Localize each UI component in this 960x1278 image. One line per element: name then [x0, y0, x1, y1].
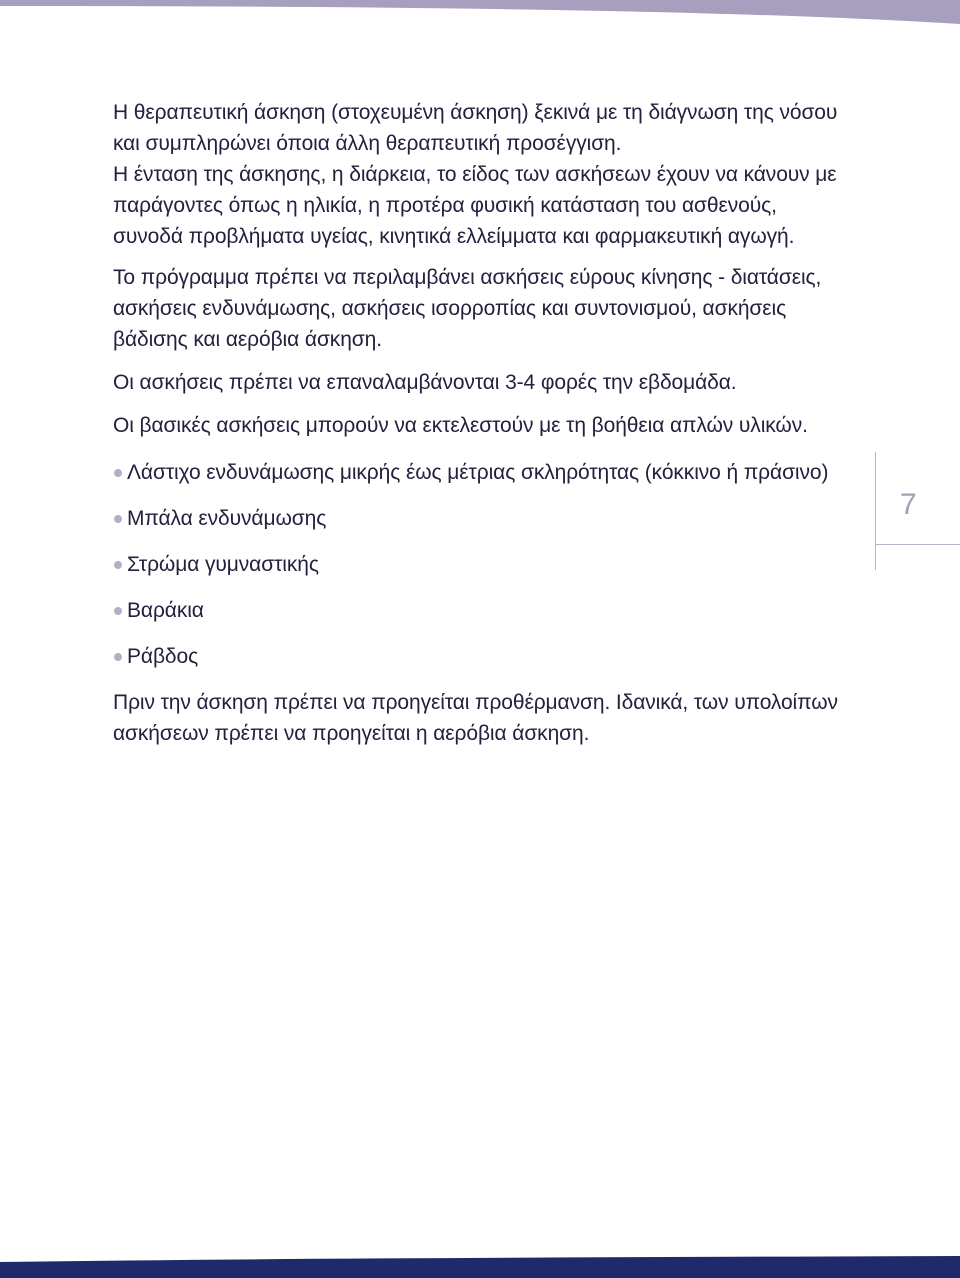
bottom-decorative-band	[0, 1256, 960, 1278]
list-item	[113, 595, 843, 626]
list-item	[113, 549, 843, 580]
list-item-text: Βαράκια	[127, 599, 204, 622]
paragraph-warmup: Πριν την άσκηση πρέπει να προηγείται προθέρμανση. Ιδανικά, των υπολοίπων ασκήσεων πρέπει να προηγείται η αερόβια άσκηση.	[113, 691, 838, 745]
paragraph-frequency: Οι ασκήσεις πρέπει να επαναλαμβάνονται 3-4 φορές την εβδομάδα.	[113, 371, 737, 394]
page-marker-divider	[876, 544, 960, 545]
paragraph-program: Το πρόγραμμα πρέπει να περιλαμβάνει ασκήσεις εύρους κίνησης - διατάσεις, ασκήσεις ενδυνάμωσης, ασκήσεις ισορροπίας και συντονισμού, ασκήσεις βάδισης και αερόβια άσκηση.	[113, 266, 822, 351]
page-number: 7	[900, 488, 917, 521]
top-decorative-band	[0, 0, 960, 26]
list-item-text: Ράβδος	[127, 645, 199, 668]
list-item-text: Μπάλα ενδυνάμωσης	[127, 507, 327, 530]
materials-list	[113, 457, 843, 672]
bullet-dot-icon	[114, 607, 122, 615]
list-item	[113, 457, 843, 488]
list-item-text: Λάστιχο ενδυνάμωσης μικρής έως μέτριας σκληρότητας (κόκκινο ή πράσινο)	[127, 461, 829, 484]
list-item	[113, 641, 843, 672]
paragraph-materials-intro: Οι βασικές ασκήσεις μπορούν να εκτελεστούν με τη βοήθεια απλών υλικών.	[113, 414, 808, 437]
bullet-dot-icon	[114, 469, 122, 477]
bullet-dot-icon	[114, 515, 122, 523]
paragraph-intro: Η θεραπευτική άσκηση (στοχευμένη άσκηση) ξεκινά με τη διάγνωση της νόσου και συμπληρώνει όποια άλλη θεραπευτική προσέγγιση.	[113, 101, 838, 155]
list-item-text: Στρώμα γυμναστικής	[127, 553, 319, 576]
bullet-dot-icon	[114, 561, 122, 569]
paragraph-intensity: Η ένταση της άσκησης, η διάρκεια, το είδος των ασκήσεων έχουν να κάνουν με παράγοντες όπως η ηλικία, η προτέρα φυσική κατάσταση του ασθενούς, συνοδά προβλήματα υγείας, κινητικά ελλείμματα και φαρμακευτική αγωγή.	[113, 163, 837, 248]
bullet-dot-icon	[114, 653, 122, 661]
page-content	[113, 97, 843, 749]
page-number-marker	[875, 452, 960, 570]
list-item	[113, 503, 843, 534]
